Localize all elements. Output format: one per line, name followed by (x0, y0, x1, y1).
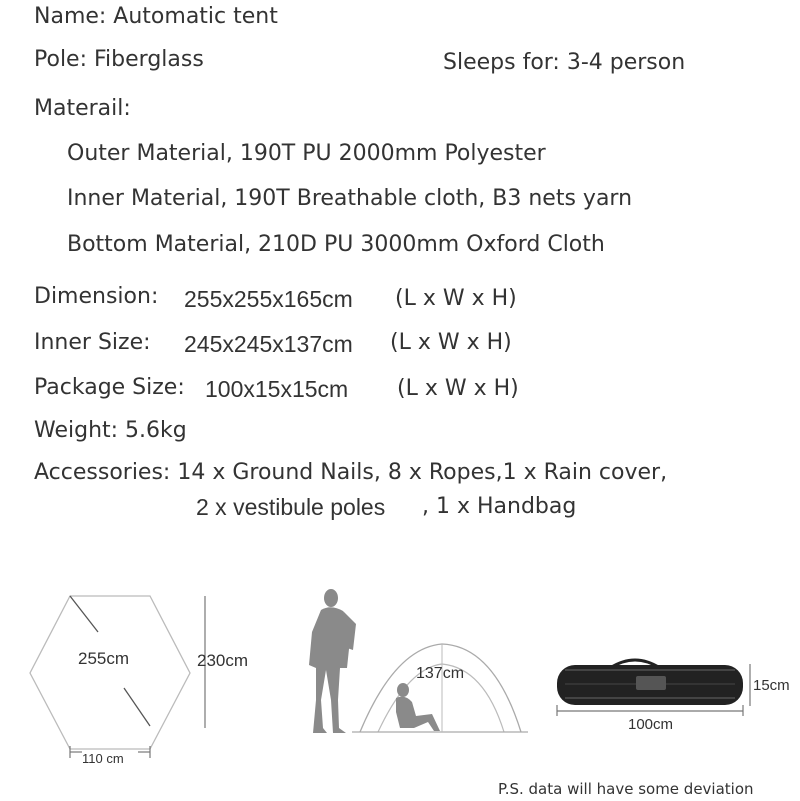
sitting-person-silhouette (396, 683, 440, 731)
spec-accessories-line2a: 2 x vestibule poles (196, 494, 386, 520)
footnote: P.S. data will have some deviation (498, 780, 754, 798)
spec-inner-size-value: 245x245x137cm (184, 331, 353, 357)
spec-dimension-value: 255x255x165cm (184, 286, 353, 312)
spec-inner-material: Inner Material, 190T Breathable cloth, B3 nets yarn (67, 186, 633, 211)
carry-bag (557, 660, 790, 733)
tent-height-label: 137cm (416, 665, 465, 682)
diagonal-line-top (70, 596, 98, 632)
spec-material-heading: Materail: (34, 96, 131, 121)
spec-weight: Weight: 5.6kg (34, 418, 187, 443)
spec-outer-material: Outer Material, 190T PU 2000mm Polyester (67, 141, 546, 166)
spec-accessories-line2b: , 1 x Handbag (422, 494, 577, 519)
hex-diagonal-label: 255cm (78, 649, 130, 668)
spec-package-label: Package Size: (34, 375, 185, 400)
dome-tent-outline (352, 644, 528, 732)
hexagon-outline (30, 596, 190, 749)
spec-bottom-material: Bottom Material, 210D PU 3000mm Oxford Cloth (67, 232, 605, 257)
spec-accessories-line1: Accessories: 14 x Ground Nails, 8 x Ropes,1 x Rain cover, (34, 460, 668, 485)
bag-logo (636, 676, 666, 690)
diagonal-line-bottom (124, 688, 150, 726)
spec-dimension-label: Dimension: (34, 284, 159, 309)
spec-sleeps: Sleeps for: 3-4 person (443, 50, 686, 75)
spec-package-value: 100x15x15cm (205, 376, 349, 402)
bag-length-label: 100cm (628, 716, 674, 733)
standing-person-silhouette (309, 589, 356, 733)
spec-name: Name: Automatic tent (34, 4, 278, 29)
hex-height-label: 230cm (197, 651, 249, 670)
spec-inner-size-unit: (L x W x H) (390, 330, 512, 355)
bag-height-label: 15cm (753, 677, 790, 694)
spec-package-unit: (L x W x H) (397, 376, 519, 401)
hex-side-label: 110 cm (82, 751, 124, 766)
spec-pole: Pole: Fiberglass (34, 47, 204, 72)
spec-dimension-unit: (L x W x H) (395, 286, 517, 311)
spec-inner-size-label: Inner Size: (34, 330, 151, 355)
hexagon-footprint (30, 596, 248, 766)
